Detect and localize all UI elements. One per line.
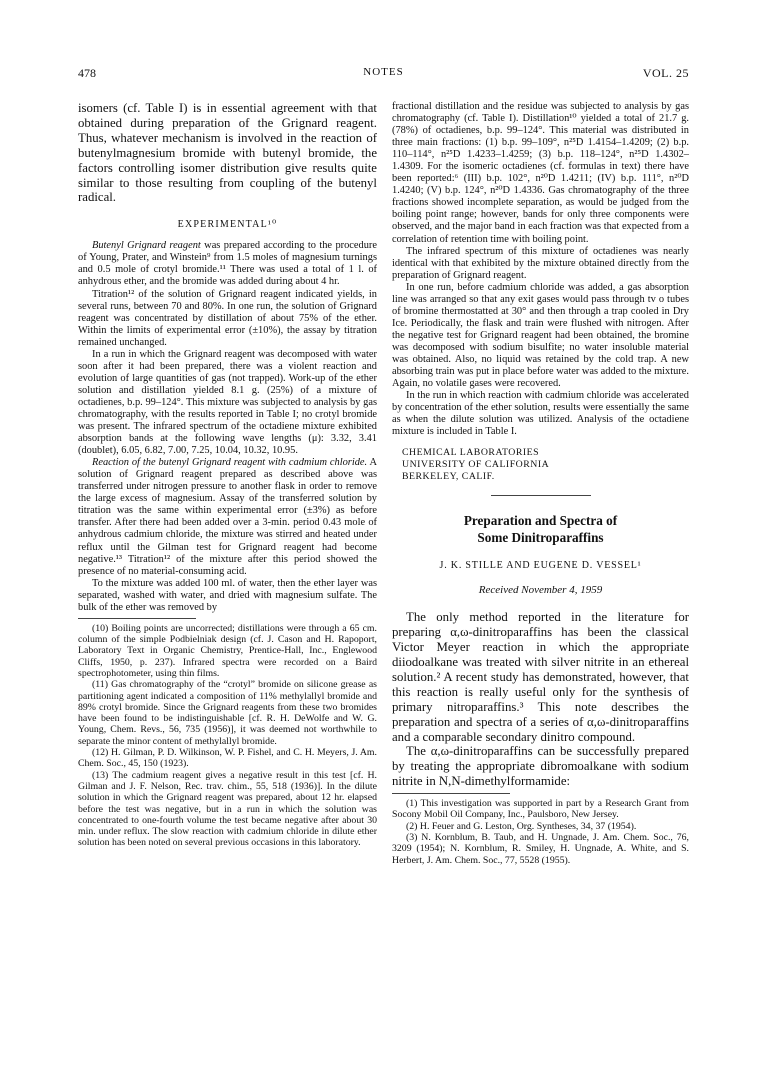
paragraph-fractional-distillation: fractional distillation and the residue was subjected to analysis by gas chromatography (cf. Table I). Distillation¹⁰ yielded a total of 21.7 g. (78%) of octadienes, b.p. 99–124°. This material was distributed in three main fractions: (1) b.p. 99–109°, n²⁵D 1.4154–1.4209; (2) b.p. 110–114°, n²⁵D 1.4233–1.4259; (3) b.p. 118–124°, n²⁵D 1.4302–1.4309. For the isomeric octadienes (cf. formulas in text) there have been reported:⁶ (III) b.p. 102°, n²⁰D 1.4211; (IV) b.p. 111°, n²⁰D 1.4240; (V) b.p. 124°, n²⁰D 1.4336. Gas chromatography of the three fractions showed incomplete separation, as would be judged from the boiling point range; however, bands for only three components were observed, and the major band in each fraction was that expected from a correlation of retention time with boiling point. (392, 101, 689, 245)
footnote-13: (13) The cadmium reagent gives a negative result in this test [cf. H. Gilman and J. F. Nelson, Rec. trav. chim., 55, 518 (1936)]. In the dilute solution in which the Grignard reagent was prepared, about 12 hr. elapsed before the test was negative, but in a run in which the solution was concentrated to one-fourth volume the test became negative after about 30 min. under reflux. The slow reaction with cadmium chloride in dilute ether solution has been noted on several previous occasions in this laboratory. (78, 769, 377, 849)
received-date: Received November 4, 1959 (478, 584, 603, 597)
article-separator-rule (491, 495, 591, 496)
address-line: BERKELEY, CALIF. (402, 471, 495, 483)
paragraph-cadmium-reaction: Reaction of the butenyl Grignard reagent with cadmium chloride. A solution of Grignard reagent prepared as described above was transferred under nitrogen pressure to another flask in order to remove the large excess of magnesium. Assay of the transferred solution by titration was the same within experimental error (±3%) as before transfer. After there had been added over a 3-min. period 0.43 mole of anhydrous cadmium chloride, the mixture was stirred and heated under reflux until the Gilman test for Grignard reagent had become negative.¹³ Titration¹² of the mixture after this period showed the presence of no material-consuming acid. (78, 457, 377, 577)
footnote-12: (12) H. Gilman, P. D. Wilkinson, W. P. Fishel, and C. H. Meyers, J. Am. Chem. Soc., 45, 150 (1923). (78, 747, 377, 770)
right-column (392, 101, 689, 866)
address-line: CHEMICAL LABORATORIES (402, 447, 540, 459)
paragraph-butenyl-grignard: Butenyl Grignard reagent was prepared according to the procedure of Young, Prater, and Winstein⁹ from 1.5 moles of magnesium turnings and 0.5 mole of crotyl bromide.¹¹ There was used a total of 1 l. of anhydrous ether, and the bromide was added during about 4 hr. (78, 240, 377, 288)
address-line: UNIVERSITY OF CALIFORNIA (402, 459, 550, 471)
footnote-1: (1) This investigation was supported in part by a Research Grant from Socony Mobil Oil Company, Inc., Paulsboro, New Jersey. (392, 798, 689, 821)
article-title: Preparation and Spectra of Some Dinitroparaffins (463, 513, 618, 546)
left-column (78, 101, 377, 849)
page-header (78, 66, 689, 86)
run-in-title: Reaction of the butenyl Grignard reagent with cadmium chloride. (92, 457, 368, 469)
page-number: 478 (78, 66, 96, 80)
running-title: NOTES (363, 66, 404, 78)
article-body-paragraph: The α,ω-dinitroparaffins can be successfully prepared by treating the appropriate dibromoalkane with sodium nitrite in N,N-dimethylformamide: (392, 744, 689, 789)
footnote-rule (78, 618, 196, 619)
footnotes-left (78, 623, 377, 849)
paragraph-infrared: The infrared spectrum of this mixture of octadienes was nearly identical with that exhibited by the mixture obtained directly from the preparation of Grignard reagent. (392, 245, 689, 281)
footnotes-right (392, 798, 689, 866)
footnote-rule (392, 793, 510, 794)
run-in-title: Butenyl Grignard reagent (92, 240, 201, 252)
section-heading-experimental: EXPERIMENTAL¹⁰ (177, 219, 278, 231)
intro-paragraph: isomers (cf. Table I) is in essential agreement with that obtained during preparation of the Grignard reagent. Thus, whatever mechanism is involved in the reaction of butenylmagnesium bromide with butenyl bromide, the factors controlling isomer distribution give results quite similar to those resulting from coupling of the butenyl radical. (78, 101, 377, 205)
volume-label: VOL. 25 (642, 66, 689, 80)
paragraph-accelerated-run: In the run in which reaction with cadmium chloride was accelerated by concentration of the ether solution, results were essentially the same as when the dilute solution was utilized. Analysis of the octadiene mixture is included in Table I. (392, 390, 689, 438)
paragraph-decomposition: In a run in which the Grignard reagent was decomposed with water soon after it had been prepared, there was a violent reaction and evolution of large quantities of gas (not trapped). Work-up of the ether solution and distillation yielded 8.1 g. (25%) of a mixture of octadienes, b.p. 99–124°. This mixture was subjected to analysis by gas chromatography, with the results reported in Table I; no crotyl bromide was present. The infrared spectrum of the octadiene mixture exhibited absorption bands at the following wave lengths (μ): 3.32, 3.41 (doublet), 6.05, 6.82, 7.00, 7.25, 10.04, 10.32, 10.95. (78, 348, 377, 457)
footnote-2: (2) H. Feuer and G. Leston, Org. Syntheses, 34, 37 (1954). (406, 820, 637, 832)
affiliation-address (392, 447, 689, 483)
article-authors: J. K. STILLE AND EUGENE D. VESSEL¹ (439, 560, 642, 572)
article-body-paragraph: The only method reported in the literature for preparing α,ω-dinitroparaffins has been the classical Victor Meyer reaction in which the appropriate diiodoalkane was treated with silver nitrite in an ethereal solution.² A recent study has demonstrated, however, that this reaction is really useful only for the synthesis of primary nitroparaffins.³ This note describes the preparation and spectra of a series of α,ω-dinitroparaffins and a comparable secondary dinitro compound. (392, 610, 689, 744)
paragraph-gas-absorption: In one run, before cadmium chloride was added, a gas absorption line was arranged so that any exit gases would pass through tv o tubes of bromine thermostatted at 30° and then through a trap cooled in Dry Ice. Periodically, the flask and train were flushed with nitrogen. After the negative test for Grignard reagent had been obtained, the bromine was decomposed with sodium bisulfite; no water insoluble material was obtained. Also, no liquid was retained by the cold trap. A new absorbing train was put in place before water was added to the mixture. Again, no volatile gases were recovered. (392, 281, 689, 390)
footnote-10: (10) Boiling points are uncorrected; distillations were through a 65 cm. column of the simple Podbielniak design (cf. J. Cason and H. Rapoport, Laboratory Text in Organic Chemistry, Prentice-Hall, Inc., Englewood Cliffs, 1950, p. 237). Infrared spectra were recorded on a Baird spectrophotometer, using thin films. (78, 622, 377, 679)
paragraph-titration: Titration¹² of the solution of Grignard reagent indicated yields, in several runs, between 70 and 80%. In one run, the solution of Grignard reagent was concentrated by distillation of about 75% of the ether. Within the limits of experimental error (±10%), the assay by titration remained unchanged. (78, 288, 377, 348)
footnote-11: (11) Gas chromatography of the “crotyl” bromide on silicone grease as partitioning agent indicated a composition of 11% methylallyl bromide and 89% crotyl bromide. Since the Grignard reagents from these two bromides have been found to be indistinguishable [cf. R. H. DeWolfe and W. G. Young, Chem. Revs., 56, 735 (1956)], it was deemed not worthwhile to separate the minor content of methylallyl bromide. (78, 679, 377, 747)
footnote-3: (3) N. Kornblum, B. Taub, and H. Ungnade, J. Am. Chem. Soc., 76, 3209 (1954); N. Kornblum, R. Smiley, H. Ungnade, A. White, and S. Herbert, J. Am. Chem. Soc., 77, 5528 (1955). (392, 832, 689, 866)
paragraph-workup: To the mixture was added 100 ml. of water, then the ether layer was separated, washed with water, and dried with magnesium sulfate. The bulk of the ether was removed by (78, 577, 377, 613)
